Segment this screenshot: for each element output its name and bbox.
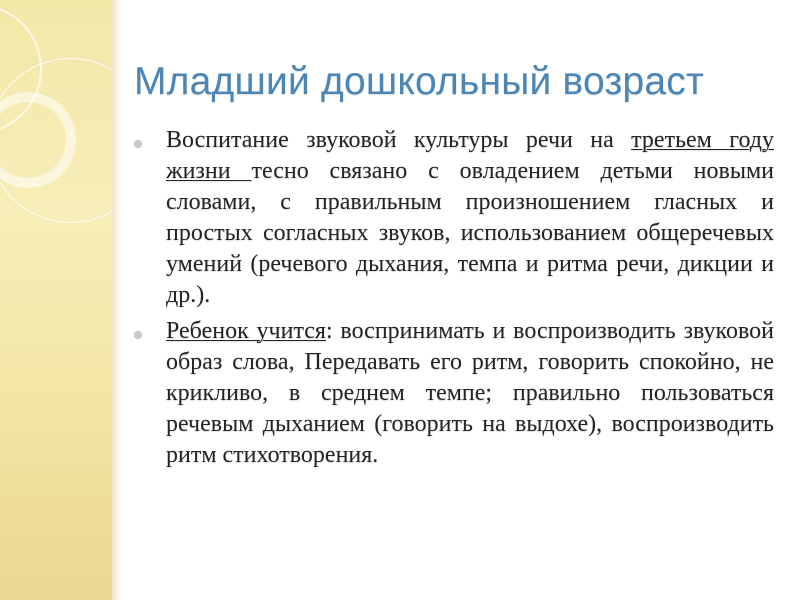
bullet-text (166, 125, 774, 311)
underlined-phrase: третьем году жизни (166, 127, 774, 184)
underlined-phrase: Ребенок учится (166, 318, 326, 344)
bullet-icon (134, 331, 142, 339)
bullet-suffix: : воспринимать и воспроизводить звуковой образ слова, Передавать его ритм, говорить спокойно, не крикливо, в среднем темпе; правильно пользоваться речевым дыханием (говорить на выдохе), воспроизводить ритм стихотворения. (166, 318, 774, 468)
bullet-prefix: Воспитание звуковой культуры речи на (166, 127, 632, 153)
panel-shadow (112, 0, 122, 600)
bullet-text (166, 316, 774, 471)
bullet-icon (134, 140, 142, 148)
bullet-item (134, 316, 774, 471)
slide-title: Младший дошкольный возраст (134, 60, 705, 103)
bullet-list (134, 125, 774, 476)
bullet-item (134, 125, 774, 311)
decorative-ring (0, 58, 112, 223)
bullet-suffix: тесно связано с овладением детьми новыми словами, с правильным произношением гласных и простых согласных звуков, использованием общеречевых умений (речевого дыхания, темпа и ритма речи, дикции и др.). (166, 158, 775, 308)
decorative-side-panel (0, 0, 112, 600)
